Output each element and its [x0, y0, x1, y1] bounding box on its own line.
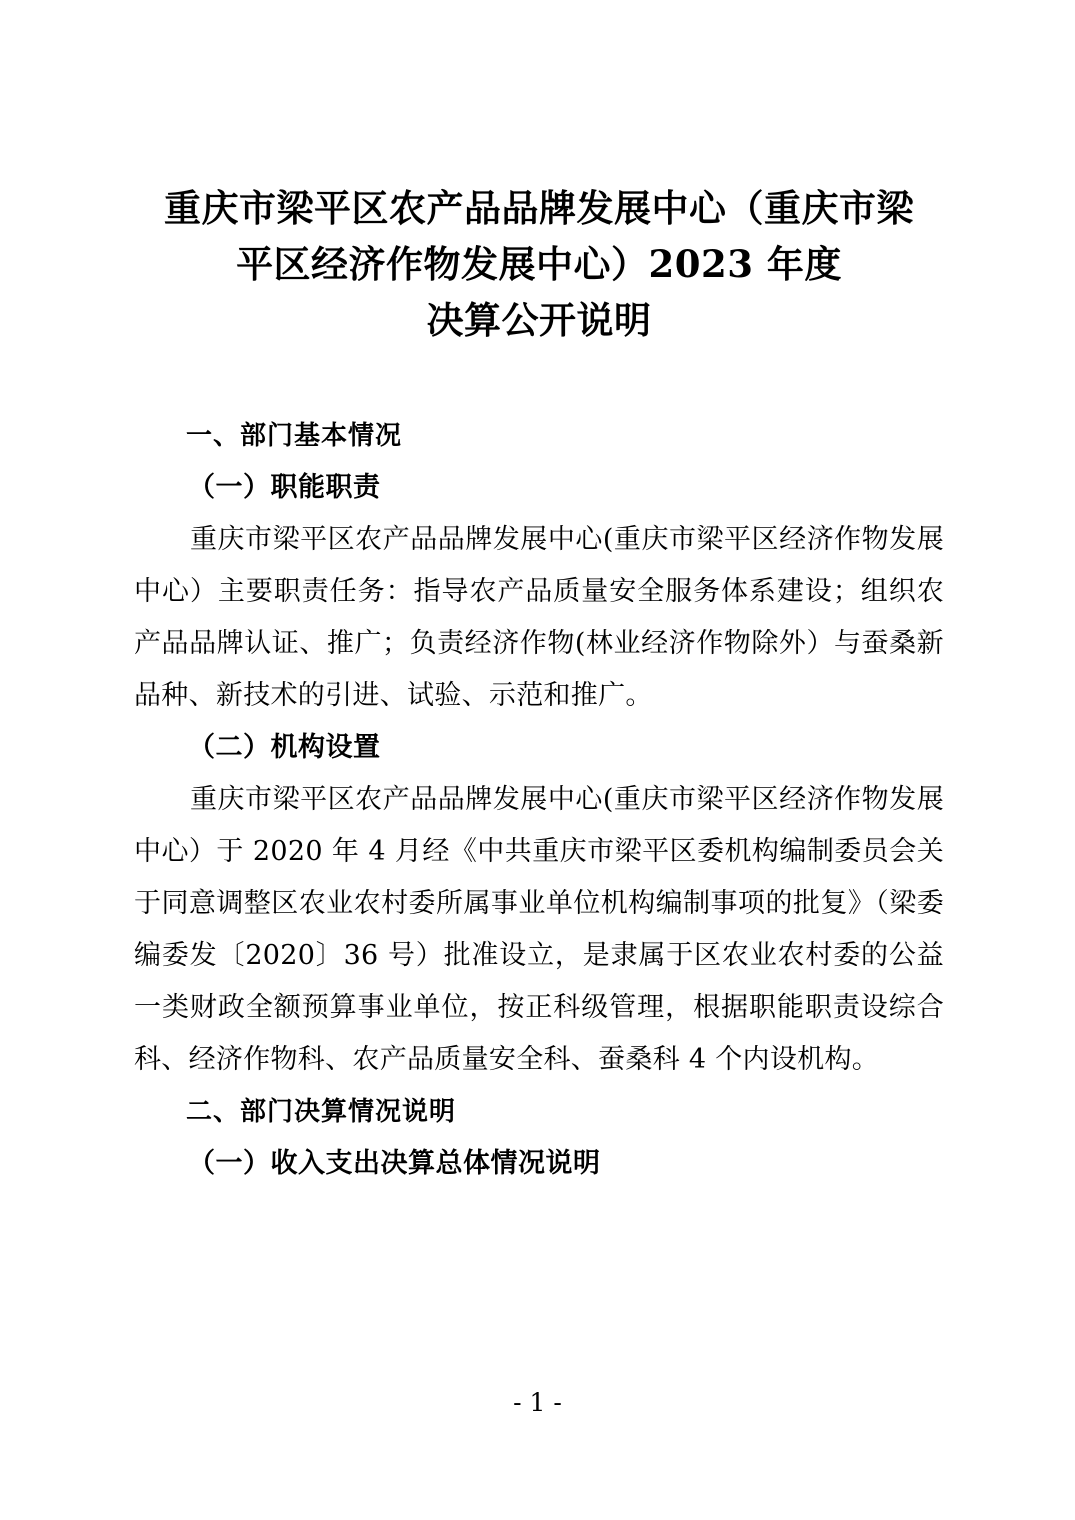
paragraph-1-1: 重庆市梁平区农产品品牌发展中心(重庆市梁平区经济作物发展中心）主要职责任务：指导农产品质量安全服务体系建设；组织农产品品牌认证、推广；负责经济作物(林业经济作物除外）与蚕桑新品种、新技术的引进、试验、示范和推广。	[134, 524, 944, 711]
section-heading-1: 一、部门基本情况	[186, 421, 403, 451]
document-body	[134, 180, 944, 1190]
page-title-line-2: 平区经济作物发展中心）2023 年度	[236, 242, 842, 286]
sub-heading-1-2: （二）机构设置	[188, 732, 381, 763]
title-body-spacer	[134, 358, 944, 410]
page-number: - 1 -	[513, 1388, 562, 1417]
sub-heading-2-1: （一）收入支出决算总体情况说明	[188, 1148, 601, 1179]
page-title-line-3: 决算公开说明	[426, 298, 652, 342]
page-title	[134, 180, 944, 348]
paragraph-1-2: 重庆市梁平区农产品品牌发展中心(重庆市梁平区经济作物发展中心）于 2020 年 4 月经《中共重庆市梁平区委机构编制委员会关于同意调整区农业农村委所属事业单位机构编制事项的批复》（梁委编委发〔2020〕36 号）批准设立，是隶属于区农业农村委的公益一类财政全额预算事业单位，按正科级管理，根据职能职责设综合科、经济作物科、农产品质量安全科、蚕桑科 4 个内设机构。	[134, 784, 944, 1075]
sub-heading-1-1: （一）职能职责	[188, 472, 381, 503]
page-title-line-1: 重庆市梁平区农产品品牌发展中心（重庆市梁	[164, 186, 914, 230]
section-heading-2: 二、部门决算情况说明	[186, 1097, 457, 1127]
